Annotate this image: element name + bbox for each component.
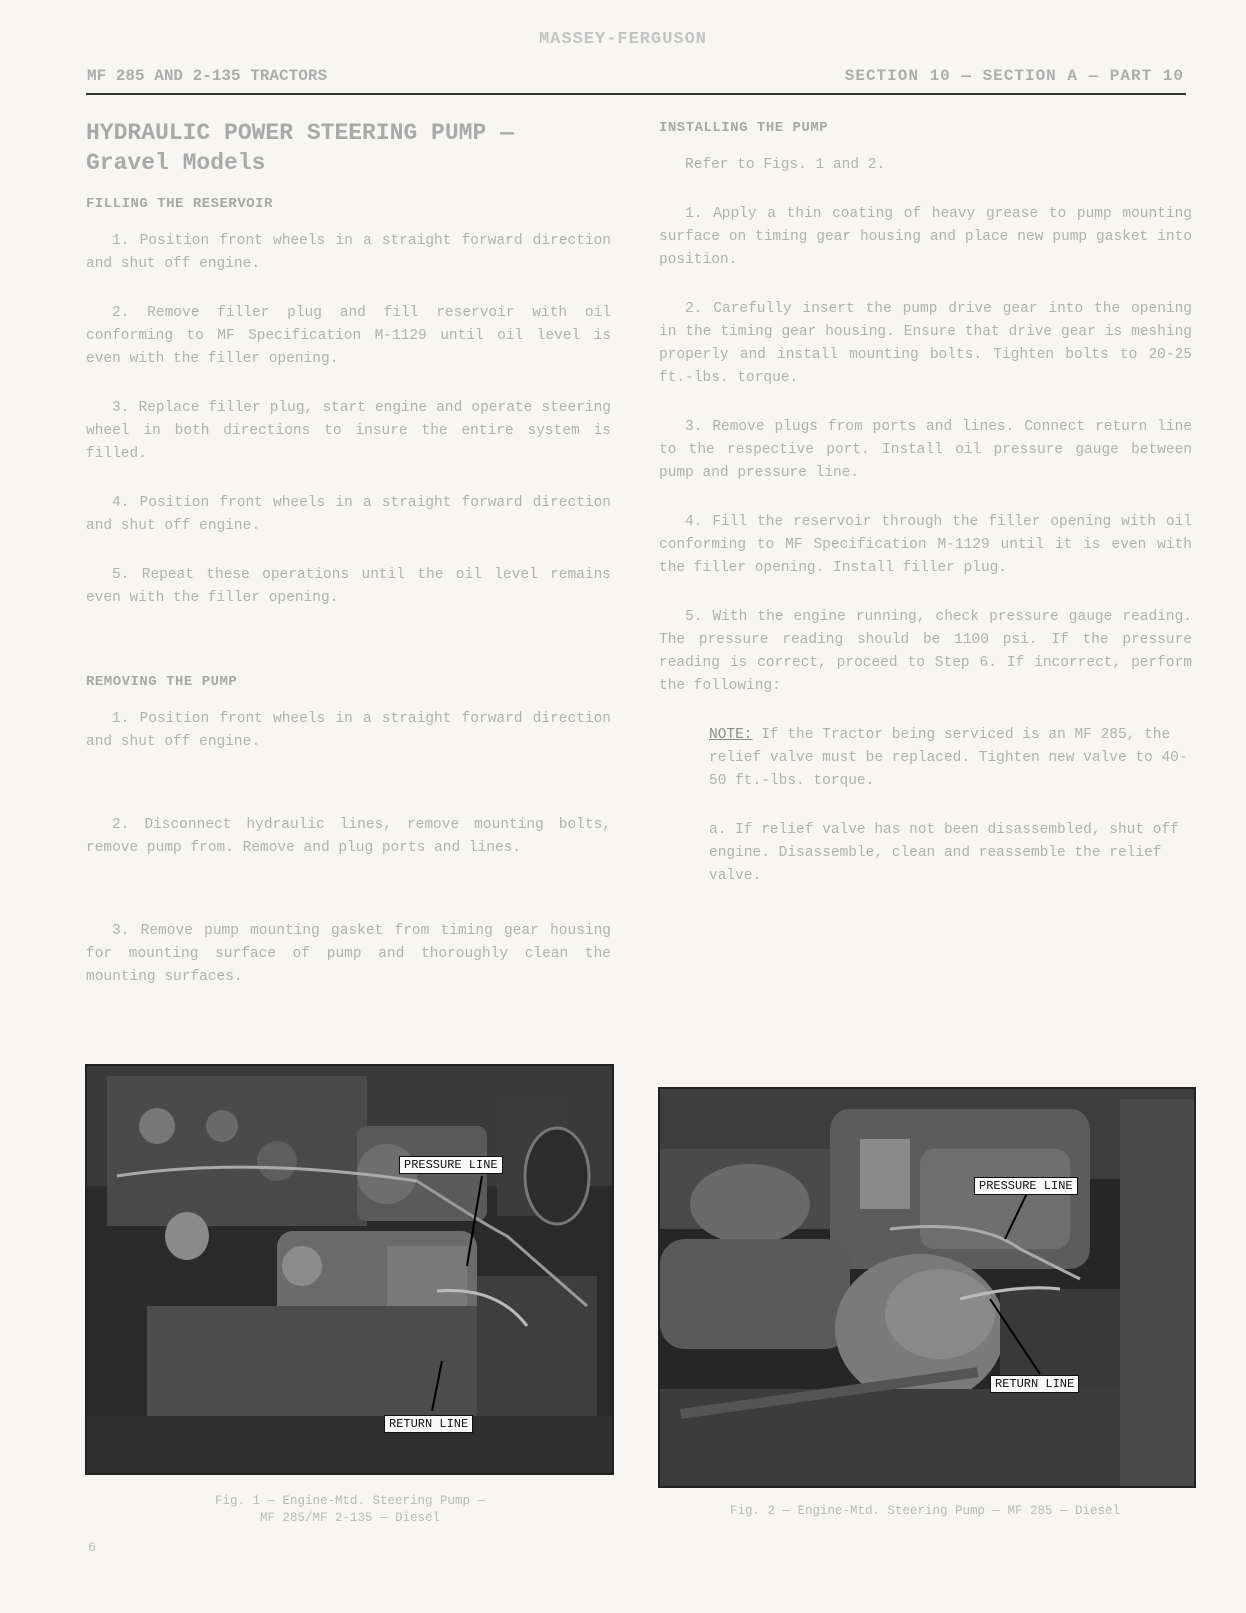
- filling-step-2: 2. Remove filler plug and fill reservoir with oil conforming to MF Specification M-1129 until oil level is even with the filler opening.: [86, 305, 611, 367]
- installing-step-5: 5. With the engine running, check pressure gauge reading. The pressure reading should be 1100 psi. If the pressure reading is correct, proceed to Step 6. If incorrect, perform the following:: [659, 609, 1192, 694]
- installing-intro: Refer to Figs. 1 and 2.: [685, 157, 886, 173]
- removing-step-2: 2. Disconnect hydraulic lines, remove mounting bolts, remove pump from. Remove and plug ports and lines.: [86, 817, 611, 856]
- filling-step-4: 4. Position front wheels in a straight forward direction and shut off engine.: [86, 495, 611, 534]
- removing-step-3: 3. Remove pump mounting gasket from timing gear housing for mounting surface of pump and thoroughly clean the mounting surfaces.: [86, 923, 611, 985]
- fig2-return-line-label: RETURN LINE: [990, 1375, 1079, 1393]
- heading-filling-reservoir: FILLING THE RESERVOIR: [86, 196, 273, 212]
- installing-step-3: 3. Remove plugs from ports and lines. Connect return line to the respective port. Install oil pressure gauge between pump and pressure line.: [659, 419, 1192, 481]
- section-title-line2: Gravel Models: [86, 150, 266, 176]
- heading-installing-pump: INSTALLING THE PUMP: [659, 120, 829, 136]
- heading-removing-pump: REMOVING THE PUMP: [86, 674, 238, 690]
- header-left: MF 285 AND 2-135 TRACTORS: [87, 67, 328, 85]
- section-title: [86, 118, 611, 178]
- top-title: MASSEY-FERGUSON: [538, 30, 708, 49]
- fig2-pressure-line-label: PRESSURE LINE: [974, 1177, 1078, 1195]
- sub-step-a: a. If relief valve has not been disassembled, shut off engine. Disassemble, clean and reassemble the relief valve.: [709, 822, 1179, 884]
- note-block: [709, 724, 1192, 793]
- fig1-pressure-line-label: PRESSURE LINE: [399, 1156, 503, 1174]
- header-right: SECTION 10 — SECTION A — PART 10: [844, 67, 1184, 85]
- page-number: 6: [88, 1540, 96, 1555]
- fig1-return-line-label: RETURN LINE: [384, 1415, 473, 1433]
- header-rule: [86, 93, 1186, 95]
- installing-step-2: 2. Carefully insert the pump drive gear into the opening in the timing gear housing. Ensure that drive gear is meshing properly and install mounting bolts. Tighten bolts to 20-25 ft.-lbs. torque.: [659, 301, 1192, 386]
- filling-step-3: 3. Replace filler plug, start engine and operate steering wheel in both directions to insure the entire system is filled.: [86, 400, 611, 462]
- section-title-line1: HYDRAULIC POWER STEERING PUMP —: [86, 120, 514, 146]
- installing-step-4: 4. Fill the reservoir through the filler opening with oil conforming to MF Specification M-1129 until it is even with the filler opening. Install filler plug.: [659, 514, 1192, 576]
- removing-step-1: 1. Position front wheels in a straight forward direction and shut off engine.: [86, 711, 611, 750]
- figure-2-engine-illustration: [660, 1089, 1194, 1486]
- note-label: NOTE:: [709, 727, 753, 743]
- figure-1-caption: [150, 1493, 550, 1527]
- figure-1-engine-illustration: [87, 1066, 612, 1473]
- right-column: [659, 118, 1192, 908]
- filling-step-5: 5. Repeat these operations until the oil level remains even with the filler opening.: [86, 567, 611, 606]
- figure-1-caption-line2: MF 285/MF 2-135 — Diesel: [259, 1511, 441, 1525]
- filling-step-1: 1. Position front wheels in a straight forward direction and shut off engine.: [86, 233, 611, 272]
- figure-1-photo: [85, 1064, 614, 1475]
- figure-2-photo: [658, 1087, 1196, 1488]
- figure-1-caption-line1: Fig. 1 — Engine-Mtd. Steering Pump —: [214, 1494, 486, 1508]
- left-column: [86, 118, 611, 1015]
- installing-step-1: 1. Apply a thin coating of heavy grease to pump mounting surface on timing gear housing and place new pump gasket into position.: [659, 206, 1192, 268]
- note-text: If the Tractor being serviced is an MF 285, the relief valve must be replaced. Tighten new valve to 40-50 ft.-lbs. torque.: [709, 727, 1188, 789]
- figure-2-caption: Fig. 2 — Engine-Mtd. Steering Pump — MF 285 — Diesel: [729, 1504, 1121, 1518]
